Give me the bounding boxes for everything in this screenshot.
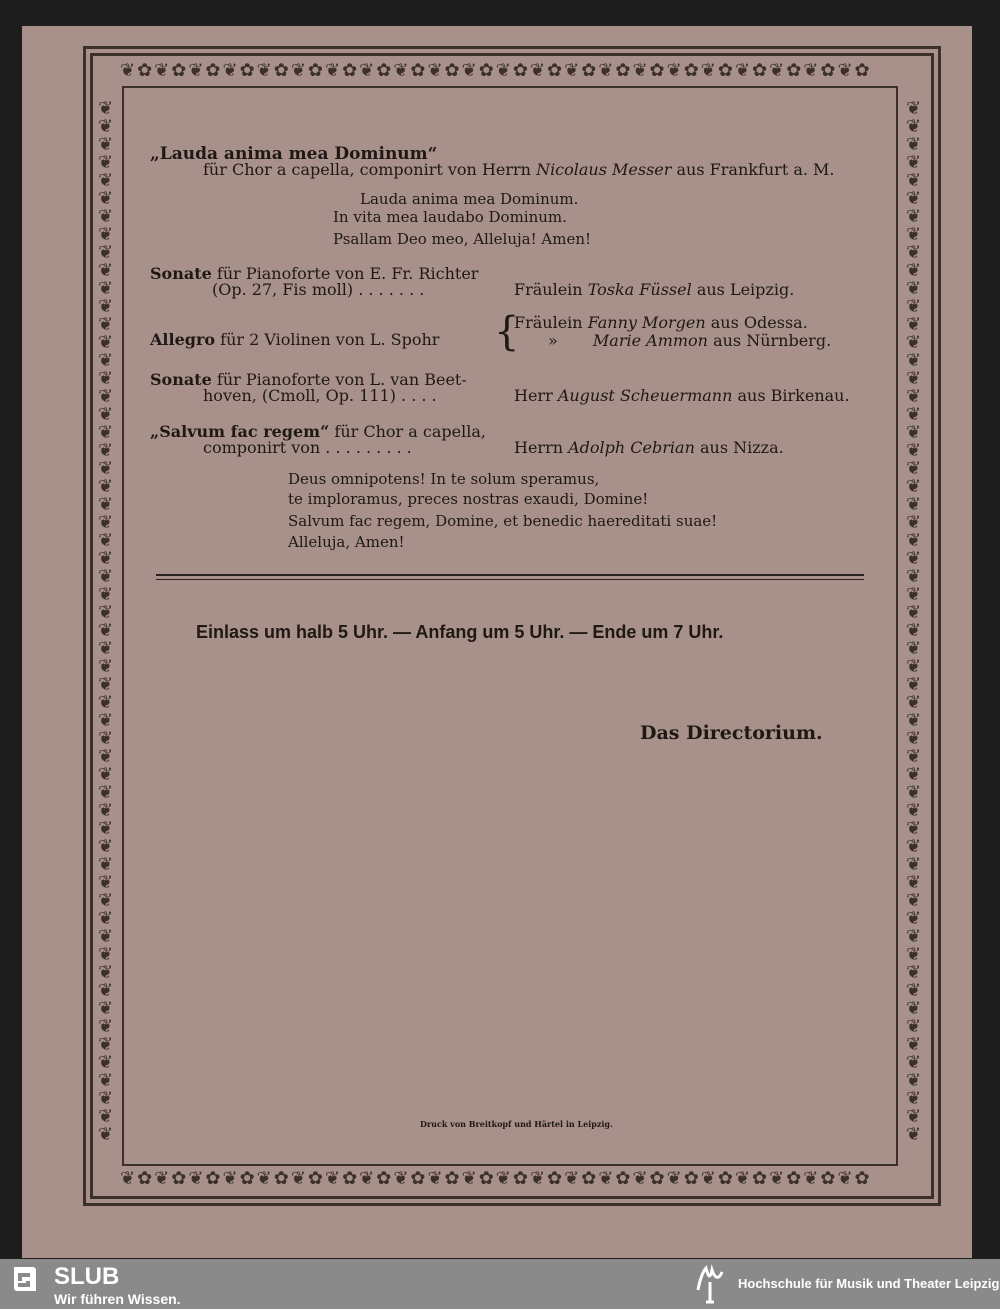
- hfm-logo-icon: [692, 1262, 728, 1306]
- item3-title: Allegro: [150, 330, 216, 349]
- item2-dots: . . . . . . .: [358, 280, 425, 299]
- divider-rule: [156, 574, 864, 576]
- item3-performer1-line: [514, 313, 808, 332]
- item4-dots: . . . .: [401, 386, 437, 405]
- item4-line2: [203, 386, 437, 405]
- border-ornament-left: ❦❦❦❦❦❦❦❦❦❦❦❦❦❦❦❦❦❦❦❦❦❦❦❦❦❦❦❦❦❦❦❦❦❦❦❦❦❦❦❦❦❦❦❦❦❦❦❦❦❦❦❦❦❦❦❦❦❦: [98, 100, 116, 1145]
- item5-title: „Salvum fac regem“: [150, 422, 330, 441]
- printer-imprint: Druck von Breitkopf und Härtel in Leipzig.: [420, 1119, 613, 1129]
- item4-origin: aus Birkenau.: [737, 386, 850, 405]
- item4-title: Sonate: [150, 370, 212, 389]
- item2-line2: [212, 280, 424, 299]
- border-ornament-top: ❦✿❦✿❦✿❦✿❦✿❦✿❦✿❦✿❦✿❦✿❦✿❦✿❦✿❦✿❦✿❦✿❦✿❦✿❦✿❦✿❦✿❦✿: [120, 62, 872, 80]
- item3-performer2-line: [548, 331, 831, 350]
- item1-desc: [203, 160, 835, 179]
- signature: Das Directorium.: [640, 722, 823, 744]
- item2-performer-line: [514, 280, 794, 299]
- slub-name: SLUB: [54, 1263, 120, 1290]
- item5-desc: für Chor a capella,: [334, 422, 486, 441]
- item5-detail: componirt von: [203, 438, 321, 457]
- item3-performer1: Fanny Morgen: [587, 313, 706, 332]
- item2-performer-prefix: Fräulein: [514, 280, 583, 299]
- item5-origin: aus Nizza.: [699, 438, 784, 457]
- item2-title: Sonate: [150, 264, 212, 283]
- item3-performer2: Marie Ammon: [592, 331, 708, 350]
- item2-origin: aus Leipzig.: [696, 280, 795, 299]
- item1-title: „Lauda anima mea Dominum“: [150, 144, 438, 164]
- slub-tagline: Wir führen Wissen.: [54, 1291, 181, 1307]
- item2-desc: für Pianoforte von E. Fr. Richter: [216, 264, 479, 283]
- item1-composer: Nicolaus Messer: [536, 160, 672, 179]
- item1-desc-text: für Chor a capella, componirt von Herrn: [203, 160, 531, 179]
- border-ornament-right: ❦❦❦❦❦❦❦❦❦❦❦❦❦❦❦❦❦❦❦❦❦❦❦❦❦❦❦❦❦❦❦❦❦❦❦❦❦❦❦❦❦❦❦❦❦❦❦❦❦❦❦❦❦❦❦❦❦❦: [906, 100, 924, 1145]
- item3-desc: für 2 Violinen von L. Spohr: [220, 330, 440, 349]
- item1-lyric-1: Lauda anima mea Dominum.: [360, 190, 579, 208]
- item2-performer: Toska Füssel: [587, 280, 692, 299]
- item4-detail: hoven, (Cmoll, Op. 111): [203, 386, 396, 405]
- item5-lyric-2: te imploramus, preces nostras exaudi, Domine!: [288, 490, 649, 508]
- item5-performer: Adolph Cebrian: [568, 438, 695, 457]
- item3-origin2: aus Nürnberg.: [713, 331, 832, 350]
- item5-dots: . . . . . . . . .: [325, 438, 412, 457]
- item4-performer-prefix: Herr: [514, 386, 553, 405]
- item5-performer-prefix: Herrn: [514, 438, 564, 457]
- item1-lyric-3: Psallam Deo meo, Alleluja! Amen!: [333, 230, 592, 248]
- item1-lyric-2: In vita mea laudabo Dominum.: [333, 208, 567, 226]
- item5-performer-line: [514, 438, 784, 457]
- border-ornament-bottom: ❦✿❦✿❦✿❦✿❦✿❦✿❦✿❦✿❦✿❦✿❦✿❦✿❦✿❦✿❦✿❦✿❦✿❦✿❦✿❦✿❦✿❦✿: [120, 1170, 872, 1188]
- item5-lyric-3: Salvum fac regem, Domine, et benedic haereditati suae!: [288, 512, 718, 530]
- slub-logo-icon: [12, 1265, 38, 1295]
- item5-lyric-1: Deus omnipotens! In te solum speramus,: [288, 470, 600, 488]
- item3-origin1: aus Odessa.: [710, 313, 808, 332]
- item4-performer-line: [514, 386, 850, 405]
- item3-performer2-prefix: »: [548, 331, 558, 350]
- item3-performer1-prefix: Fräulein: [514, 313, 583, 332]
- item5-line2: [203, 438, 412, 457]
- item3-line: [150, 330, 439, 349]
- item2-detail: (Op. 27, Fis moll): [212, 280, 354, 299]
- item4-performer: August Scheuermann: [557, 386, 733, 405]
- hfm-name: Hochschule für Musik und Theater Leipzig: [738, 1276, 1000, 1291]
- concert-times: Einlass um halb 5 Uhr. — Anfang um 5 Uhr. — Ende um 7 Uhr.: [196, 622, 724, 642]
- item3-brace: {: [494, 309, 520, 355]
- item4-desc: für Pianoforte von L. van Beet-: [216, 370, 467, 389]
- item1-origin: aus Frankfurt a. M.: [676, 160, 835, 179]
- footer-bar: [0, 1259, 1000, 1309]
- divider-rule-thin: [156, 579, 864, 580]
- item5-lyric-4: Alleluja, Amen!: [288, 533, 405, 551]
